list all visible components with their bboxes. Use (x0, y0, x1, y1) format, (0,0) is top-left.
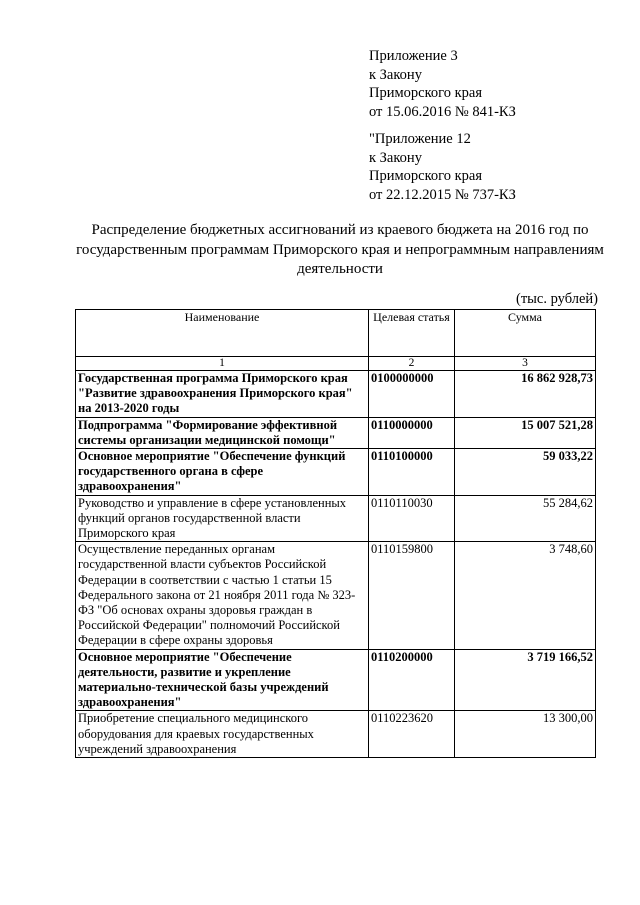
row-code-cell: 0110223620 (369, 711, 455, 758)
table-header-row (76, 310, 596, 357)
column-number: 2 (369, 357, 455, 371)
appendix-line: от 15.06.2016 № 841-КЗ (369, 103, 516, 120)
appendix-line: Приморского края (369, 168, 483, 184)
row-name-cell: Приобретение специального медицинского оборудования для краевых государственных учреждений здравоохранения (76, 711, 369, 758)
document-title: Распределение бюджетных ассигнований из краевого бюджета на 2016 год по государственным программам Приморского края и непрограммным направлениям деятельности (76, 222, 604, 277)
table-row (76, 495, 596, 542)
row-amount-cell: 16 862 928,73 (455, 371, 596, 418)
row-code-cell: 0110110030 (369, 495, 455, 542)
table-row (76, 711, 596, 758)
row-amount-cell: 15 007 521,28 (455, 417, 596, 448)
row-code-cell: 0110200000 (369, 649, 455, 711)
row-name-cell: Осуществление переданных органам государственной власти субъектов Российской Федерации в соответствии с частью 1 статьи 15 Федерального закона от 21 ноября 2011 года № 323-ФЗ "Об основах охраны здоровья граждан в Российской Федерации" полномочий Российской Федерации в сфере охраны здоровья (76, 542, 369, 649)
appendix-header-current (369, 47, 516, 121)
appendix-line: "Приложение 12 (369, 131, 471, 147)
column-header-code: Целевая статья (369, 310, 455, 357)
row-code-cell: 0110159800 (369, 542, 455, 649)
row-amount-cell: 55 284,62 (455, 495, 596, 542)
row-code-cell: 0100000000 (369, 371, 455, 418)
appendix-line: к Закону (369, 66, 422, 83)
column-header-name: Наименование (76, 310, 369, 357)
row-name-cell: Подпрограмма "Формирование эффективной системы организации медицинской помощи" (76, 417, 369, 448)
appendix-line: от 22.12.2015 № 737-КЗ (369, 186, 516, 203)
table-row (76, 371, 596, 418)
table-row (76, 649, 596, 711)
units-label: (тыс. рублей) (516, 291, 598, 307)
appendix-header-original (369, 130, 516, 204)
row-name-cell: Руководство и управление в сфере установленных функций органов государственной власти Приморского края (76, 495, 369, 542)
row-code-cell: 0110000000 (369, 417, 455, 448)
column-number-row (76, 357, 596, 371)
row-name-cell: Основное мероприятие "Обеспечение функций государственного органа в сфере здравоохранения" (76, 449, 369, 496)
appendix-line: Приморского края (369, 85, 483, 101)
row-amount-cell: 13 300,00 (455, 711, 596, 758)
table-row (76, 449, 596, 496)
appendix-line: к Закону (369, 149, 422, 166)
row-name-cell: Государственная программа Приморского края "Развитие здравоохранения Приморского края" на 2013-2020 годы (76, 371, 369, 418)
column-header-amount: Сумма (455, 310, 596, 357)
appendix-line: Приложение 3 (369, 48, 458, 64)
budget-table (75, 309, 596, 758)
row-amount-cell: 3 719 166,52 (455, 649, 596, 711)
column-number: 1 (76, 357, 369, 371)
row-amount-cell: 3 748,60 (455, 542, 596, 649)
column-number: 3 (455, 357, 596, 371)
table-row (76, 542, 596, 649)
row-code-cell: 0110100000 (369, 449, 455, 496)
row-amount-cell: 59 033,22 (455, 449, 596, 496)
table-row (76, 417, 596, 448)
row-name-cell: Основное мероприятие "Обеспечение деятельности, развитие и укрепление материально-технической базы учреждений здравоохранения" (76, 649, 369, 711)
